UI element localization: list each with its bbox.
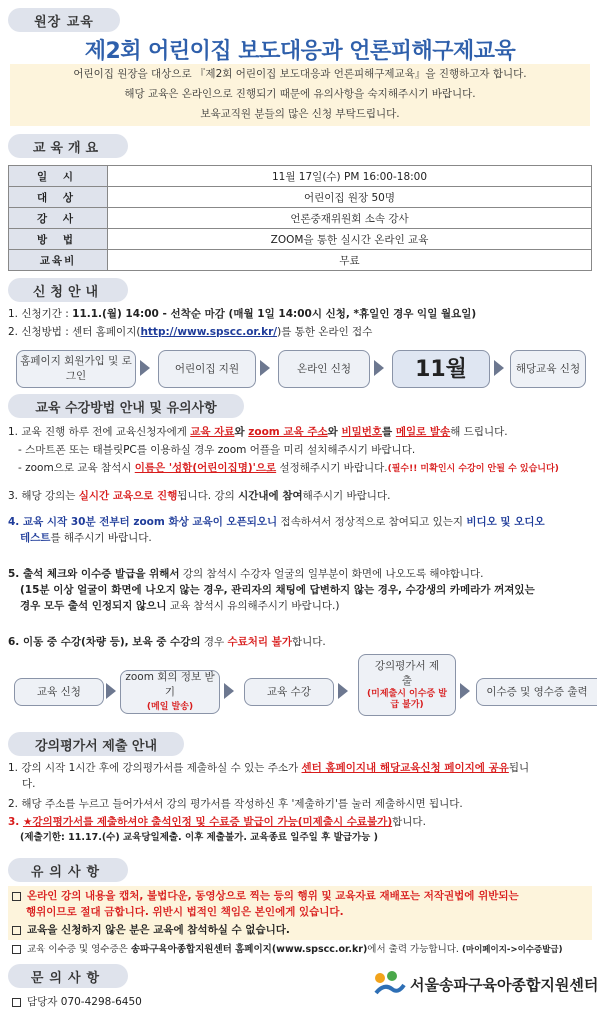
page-title: 제2회 어린이집 보도대응과 언론피해구제교육 [84,39,516,64]
section-pill-notes: 유의사항 [8,858,128,882]
text: 와 [327,426,342,438]
text: 4. 교육 시작 30분 전부터 zoom 화상 교육이 오픈되오니 [8,516,278,528]
text: (마이페이지->이수증발급) [461,945,563,955]
arrow-right-icon [494,360,504,376]
text: 교육 자료 [190,426,235,438]
arrow-right-icon [374,360,384,376]
flow2-step-certificate: 이수증 및 영수증 출력 [476,678,597,706]
flow2-step-attend: 교육 수강 [244,678,334,706]
review-item-2: 2. 해당 주소를 누르고 들어가셔서 강의 평가서를 작성하신 후 '제출하기'를 눌러 제출하시면 됩니다. [8,798,463,810]
overview-table [8,165,592,271]
section-pill-principal-education: 원장 교육 [8,8,120,32]
text: 1. 교육 진행 하루 전에 교육신청자에게 [8,426,191,438]
text: 센터 홈페이지내 해당교육신청 페이지에 공유 [301,762,509,774]
intro-box [10,64,590,126]
table-row [9,229,592,250]
center-logo [372,966,600,1002]
text: 메일로 발송 [395,426,451,438]
text: 교육 참석시 유의해주시기 바랍니다.) [166,600,340,612]
table-row [9,187,592,208]
text: 담당자 070-4298-6450 [27,996,142,1008]
arrow-right-icon [140,360,150,376]
method-item-1 [8,424,592,440]
text: 온라인 강의 내용을 캡처, 불법다운, 동영상으로 찍는 등의 행위 및 교육자료 재배포는 저작권법에 위반되는 [27,890,519,902]
review-item-1 [8,760,592,776]
text: 송파구육아종합지원센터 홈페이지(www.spscc.or.kr) [130,944,368,955]
note-item-1-cont [26,904,592,920]
checkbox-bullet-icon [12,892,21,901]
intro-line: 어린이집 원장을 대상으로 『제2회 어린이집 보도대응과 언론피해구제교육』을 진행하고자 합니다. [73,68,527,80]
text: 접속하셔서 정상적으로 참여되고 있는지 [277,516,467,528]
text: 2. 신청방법 : 센터 홈페이지( [8,326,141,338]
text: 1. 강의 시작 1시간 후에 강의평가서를 제출하실 수 있는 주소가 [8,762,302,774]
intro-line: 보육교직원 분들의 많은 신청 부탁드립니다. [200,108,400,120]
method-item-5 [8,566,592,582]
text: 에서 출력 가능합니다. [367,944,462,955]
text: 를 해주시기 바랍니다. [50,532,152,544]
text: 교육 이수증 및 영수증은 [27,944,131,955]
text: zoom 교육 주소 [248,426,328,438]
arrow-right-icon [224,683,234,699]
checkbox-bullet-icon [12,926,21,935]
flow-step-signup: 홈페이지 회원가입 및 로그인 [16,350,136,388]
text: 3. [8,816,23,828]
text: 교육을 신청하지 않은 분은 교육에 참석하실 수 없습니다. [27,924,290,936]
method-sub-2 [18,460,592,477]
flow-step-course: 해당교육 신청 [510,350,586,388]
text: 수료처리 불가 [227,636,292,648]
center-logo-text: 서울송파구육아종합지원센터 [410,975,599,994]
text: 실시간 교육으로 진행 [78,490,178,502]
text: 경우 [200,636,228,648]
arrow-right-icon [260,360,270,376]
text: 1. 신청기간 : [8,308,73,320]
review-item-3 [8,814,592,830]
text: 를 [382,426,396,438]
text: 경우 모두 출석 인정되지 않으니 [20,600,167,612]
section-pill-method: 교육 수강방법 안내 및 유의사항 [8,394,244,418]
text: 와 [234,426,249,438]
row-value: 어린이집 원장 50명 [108,187,592,208]
arrow-right-icon [106,683,116,699]
text: 5. 출석 체크와 이수증 발급을 위해서 [8,568,180,580]
arrow-right-icon [460,683,470,699]
table-row [9,208,592,229]
text: 비디오 및 오디오 [466,516,545,528]
method-sub-1: - 스마트폰 또는 태블릿PC를 이용하실 경우 zoom 어플을 미리 설치해주시기 바랍니다. [18,444,416,456]
apply-method [8,324,592,340]
review-deadline [20,830,592,846]
text: (미제출시 이수증 발급 불가) [367,689,447,710]
section-pill-contact: 문의사항 [8,964,128,988]
text: 해 드립니다. [450,426,508,438]
arrow-right-icon [338,683,348,699]
center-logo-icon [372,969,406,999]
method-item-4 [8,514,592,530]
homepage-link[interactable]: http://www.spscc.or.kr/ [140,326,278,338]
text: (제출기한: 11.17.(수) 교육당일제출. 이후 제출불가. 교육종료 일주일 후 발급가능 ) [20,832,378,843]
text: 합니다. [291,636,326,648]
text: 이름은 '성함(어린이집명)'으로 [134,462,277,474]
flow-step-online: 온라인 신청 [278,350,370,388]
flow2-step-apply: 교육 신청 [14,678,104,706]
apply-period [8,306,592,322]
row-label: 강 사 [9,208,108,229]
text: 강의평가서 제출 [374,660,440,687]
method-item-4-cont [20,530,592,546]
text: (15분 이상 얼굴이 화면에 나오지 않는 경우, 관리자의 채팅에 답변하지 않는 경우, 수강생의 카메라가 꺼져있는 [20,584,535,596]
text: 11.1.(월) 14:00 - 선착순 마감 (매월 1일 14:00시 신청, *휴일인 경우 익일 월요일) [72,308,477,320]
flow-step-month: 11월 [392,350,490,388]
method-item-3 [8,488,592,504]
row-value: 무료 [108,250,592,271]
section-pill-overview: 교육개요 [8,134,128,158]
text: 3. 해당 강의는 [8,490,79,502]
checkbox-bullet-icon [12,945,21,954]
section-pill-review: 강의평가서 제출 안내 [8,732,184,756]
text: - zoom으로 교육 참석시 [18,462,135,474]
text: ★강의평가서를 제출하셔야 출석인정 및 수료증 발급이 가능(미제출시 수료불가) [22,816,393,828]
row-label: 방 법 [9,229,108,250]
review-item-1-cont: 다. [22,778,36,790]
text: 테스트 [20,532,51,544]
text: zoom 회의 정보 받기 [125,670,215,698]
text: 설정해주시기 바랍니다. [276,462,388,474]
text: 합니다. [392,816,426,828]
text: (메일 발송) [146,701,194,712]
note-item-3 [12,942,592,958]
row-value: 11월 17일(수) PM 16:00-18:00 [108,166,592,187]
text: 비밀번호 [341,426,383,438]
method-item-6 [8,634,592,650]
row-label: 일 시 [9,166,108,187]
flow-step-support: 어린이집 지원 [158,350,256,388]
text: 시간내에 참여 [238,490,303,502]
text: 됩니다. 강의 [177,490,239,502]
method-item-5-cont2 [20,598,592,614]
text: 됩니 [508,762,530,774]
note-item-2 [12,922,592,938]
row-value: ZOOM을 통한 실시간 온라인 교육 [108,229,592,250]
section-pill-apply: 신청안내 [8,278,128,302]
table-row [9,166,592,187]
text: 해주시기 바랍니다. [302,490,391,502]
note-item-1 [12,888,592,904]
row-label: 대 상 [9,187,108,208]
text: 행위이므로 절대 금합니다. 위반시 법적인 책임은 본인에게 있습니다. [26,906,344,918]
flow2-step-zoom [120,670,220,714]
text: 강의 참석시 수강자 얼굴의 일부분이 화면에 나오도록 해야합니다. [179,568,484,580]
text: )를 통한 온라인 접수 [277,326,373,338]
row-label: 교육비 [9,250,108,271]
table-row [9,250,592,271]
method-item-5-cont [20,582,592,598]
row-value: 언론중재위원회 소속 강사 [108,208,592,229]
checkbox-bullet-icon [12,998,21,1007]
text: 6. 이동 중 수강(차량 등), 보육 중 수강의 [8,636,201,648]
intro-line: 해당 교육은 온라인으로 진행되기 때문에 유의사항을 숙지해주시기 바랍니다. [124,88,476,100]
text: (필수!! 미확인시 수강이 안될 수 있습니다) [387,464,559,474]
flow2-step-evaluation [358,654,456,716]
